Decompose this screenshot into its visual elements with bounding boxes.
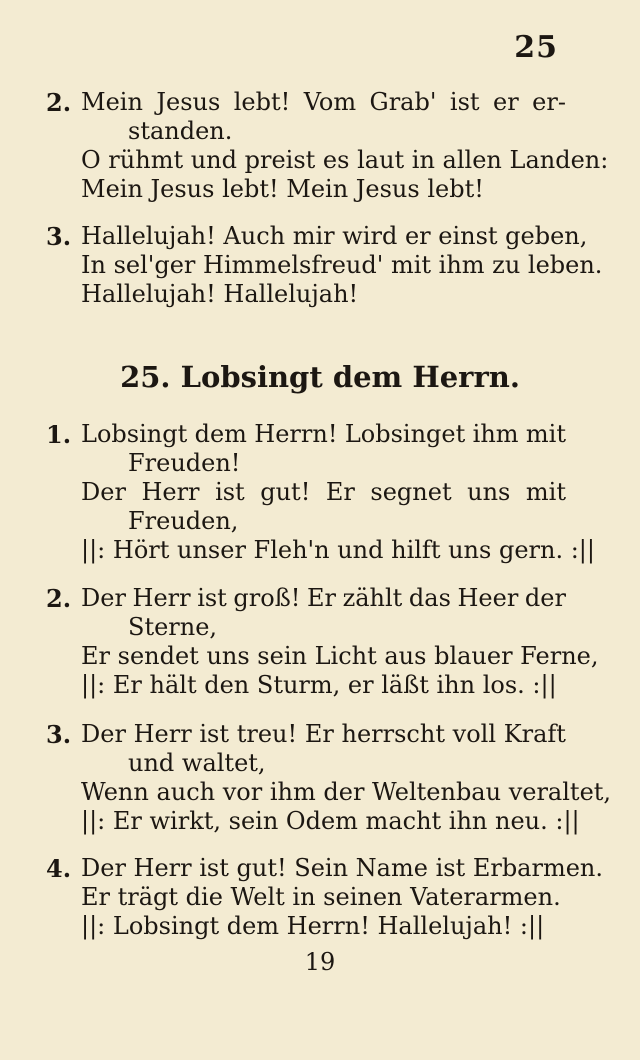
verse-line: O rühmt und preist es laut in allen Landen: xyxy=(81,146,609,174)
verse-word: Herr xyxy=(133,720,192,748)
verse-word: Grab' xyxy=(369,88,437,116)
verse-word: herrscht xyxy=(341,720,445,748)
signature-mark: 19 xyxy=(304,948,336,976)
verse-word: gut! xyxy=(260,478,311,506)
hymn-verse-4 xyxy=(46,854,604,941)
hymn-verse-2 xyxy=(46,584,599,700)
verse-word: Herr xyxy=(141,478,200,506)
verse-word: er xyxy=(493,88,519,116)
verse-line: Hallelujah! Hallelujah! xyxy=(81,280,359,308)
page-number: 25 xyxy=(514,30,558,65)
verse-word: Der xyxy=(81,584,126,612)
verse-line xyxy=(46,88,566,117)
verse-word: mit xyxy=(525,420,566,448)
verse-word: uns xyxy=(467,478,511,506)
verse-word: segnet xyxy=(370,478,452,506)
verse-word: der xyxy=(524,584,566,612)
verse-word: lebt! xyxy=(233,88,291,116)
verse-word: groß! xyxy=(233,584,301,612)
verse-line: Freuden, xyxy=(128,507,239,535)
top-hymn-verse-1 xyxy=(46,88,609,204)
verse-word: Lobsingt xyxy=(81,420,188,448)
verse-word: Lobsinget xyxy=(344,420,466,448)
verse-line: Er sendet uns sein Licht aus blauer Ferne, xyxy=(81,642,599,670)
verse-word: Heer xyxy=(457,584,519,612)
verse-word: Er xyxy=(325,478,355,506)
verse-word: Jesus xyxy=(156,88,221,116)
verse-word: Herrn! xyxy=(254,420,338,448)
verse-line: Der Herr ist gut! Sein Name ist Erbarmen. xyxy=(81,854,604,882)
verse-word: ihm xyxy=(472,420,519,448)
verse-number: 2. xyxy=(46,584,72,613)
verse-word: das xyxy=(408,584,451,612)
verse-word: ist xyxy=(215,478,245,506)
verse-line: Mein Jesus lebt! Mein Jesus lebt! xyxy=(81,175,484,203)
verse-line xyxy=(46,584,566,613)
verse-word: voll xyxy=(452,720,497,748)
verse-word: Herr xyxy=(132,584,191,612)
verse-word: mit xyxy=(525,478,566,506)
verse-line: und waltet, xyxy=(128,749,266,777)
verse-word: Der xyxy=(81,478,126,506)
verse-word: dem xyxy=(194,420,247,448)
verse-number: 3. xyxy=(46,222,72,251)
verse-word: Er xyxy=(306,584,336,612)
verse-word: ist xyxy=(449,88,480,116)
verse-line: Hallelujah! Auch mir wird er einst geben, xyxy=(81,222,588,250)
verse-line: ||: Hört unser Fleh'n und hilft uns gern. :|| xyxy=(81,536,595,564)
verse-word: treu! xyxy=(236,720,298,748)
verse-line: Er trägt die Welt in seinen Vaterarmen. xyxy=(81,883,561,911)
verse-word: ist xyxy=(197,584,227,612)
verse-line: ||: Er wirkt, sein Odem macht ihn neu. :|| xyxy=(81,807,580,835)
verse-word: zählt xyxy=(342,584,403,612)
top-hymn-verse-2 xyxy=(46,222,603,309)
verse-line: Wenn auch vor ihm der Weltenbau veraltet, xyxy=(81,778,612,806)
verse-line: standen. xyxy=(128,117,233,145)
verse-number: 2. xyxy=(46,88,72,117)
verse-line xyxy=(46,420,566,449)
verse-line xyxy=(46,720,566,749)
verse-number: 3. xyxy=(46,720,72,749)
verse-word: Kraft xyxy=(503,720,566,748)
verse-line: In sel'ger Himmelsfreud' mit ihm zu leben. xyxy=(81,251,603,279)
verse-word: Er xyxy=(304,720,334,748)
verse-line: ||: Er hält den Sturm, er läßt ihn los. :|| xyxy=(81,671,557,699)
verse-line: Freuden! xyxy=(128,449,241,477)
hymn-verse-3 xyxy=(46,720,612,836)
verse-word: Mein xyxy=(81,88,143,116)
verse-number: 4. xyxy=(46,854,72,883)
hymn-verse-1 xyxy=(46,420,595,565)
verse-number: 1. xyxy=(46,420,72,449)
verse-word: ist xyxy=(199,720,230,748)
verse-line: Sterne, xyxy=(128,613,218,641)
verse-line xyxy=(46,478,566,507)
verse-line: ||: Lobsingt dem Herrn! Hallelujah! :|| xyxy=(81,912,545,940)
verse-word: Der xyxy=(81,720,126,748)
verse-word: er- xyxy=(532,88,566,116)
verse-word: Vom xyxy=(303,88,357,116)
hymn-title: 25. Lobsingt dem Herrn. xyxy=(120,360,520,394)
